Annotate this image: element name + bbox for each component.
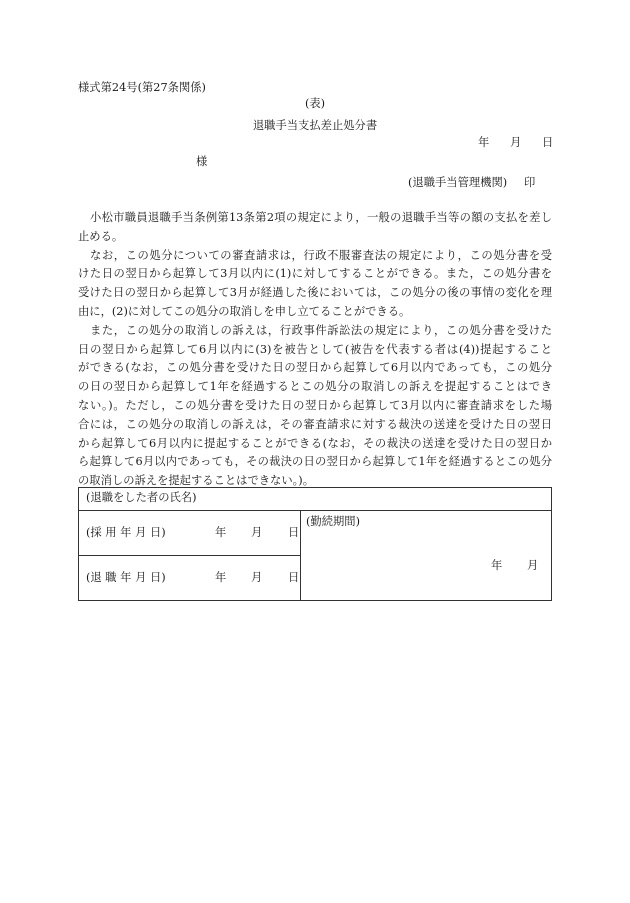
table-column-divider (300, 510, 301, 600)
form-number: 様式第24号(第27条関係) (78, 81, 206, 94)
body-line: 日の翌日から起算して6月以内に(3)を被告として(被告を代表する者は(4))提起すること (78, 342, 552, 356)
issuer-label: (退職手当管理機関) (408, 176, 508, 189)
date-month-label: 月 (510, 136, 522, 149)
body-line: 受けた日の翌日から起算して3月が経過した後においては，この処分の後の事情の変化を理 (78, 286, 552, 300)
side-label: (表) (304, 97, 326, 110)
retiree-info-table (78, 487, 552, 601)
service-months-label: 月 (527, 559, 539, 572)
body-paragraph (78, 209, 552, 247)
hire-month-label: 月 (251, 526, 263, 539)
addressee-honorific: 様 (196, 155, 208, 168)
service-years-label: 年 (491, 559, 503, 572)
body-line: の日の翌日から起算して1年を経過するとこの処分の取消しの訴えを提起することはでき (78, 380, 552, 394)
retiree-name-label: (退職をした者の氏名) (86, 491, 197, 504)
body-line: けた日の翌日から起算して3月以内に(1)に対してすることができる。また，この処分書を (78, 267, 552, 281)
retirement-day-label: 日 (288, 571, 300, 584)
table-row-divider (79, 510, 551, 511)
hire-day-label: 日 (288, 526, 300, 539)
body-line: なお，この処分についての審査請求は，行政不服審査法の規定により，この処分書を受 (90, 248, 552, 262)
retirement-month-label: 月 (251, 571, 263, 584)
hire-year-label: 年 (215, 526, 227, 539)
service-period-label: (勤続期間) (306, 515, 361, 528)
body-line: 合には，この処分の取消しの訴えは，その審査請求に対する裁決の送達を受けた日の翌日 (78, 417, 552, 431)
seal-mark: 印 (524, 176, 536, 189)
body-line: ができる(なお，この処分書を受けた日の翌日から起算して6月以内であっても，この処分 (78, 361, 552, 375)
body-line: ら起算して6月以内であっても，その裁決の日の翌日から起算して1年を経過するとこの処分 (78, 455, 552, 469)
body-line: また，この処分の取消しの訴えは，行政事件訴訟法の規定により，この処分書を受けた (90, 323, 552, 337)
retirement-year-label: 年 (215, 571, 227, 584)
body-line: から起算して6月以内に提起することができる(なお，その裁決の送達を受けた日の翌日か (78, 436, 552, 450)
hire-date-label: (採 用 年 月 日) (86, 526, 166, 539)
body-line: ない。)。ただし，この処分書を受けた日の翌日から起算して3月以内に審査請求をした場 (78, 398, 552, 412)
retirement-date-label: (退 職 年 月 日) (86, 571, 166, 584)
table-row-divider (79, 555, 300, 556)
date-year-label: 年 (478, 136, 490, 149)
body-paragraph (78, 322, 552, 491)
body-line: の取消しの訴えを提起することはできない。)。 (78, 474, 314, 488)
body-line: 小松市職員退職手当条例第13条第2項の規定により，一般の退職手当等の額の支払を差し (90, 211, 552, 224)
body-line: 止める。 (78, 229, 124, 243)
body-paragraph (78, 247, 552, 322)
date-day-label: 日 (542, 136, 554, 149)
body-text (78, 209, 552, 491)
document-title: 退職手当支払差止処分書 (252, 119, 378, 132)
body-line: 由に，(2)に対してこの処分の取消しを申し立てることができる。 (78, 304, 411, 318)
